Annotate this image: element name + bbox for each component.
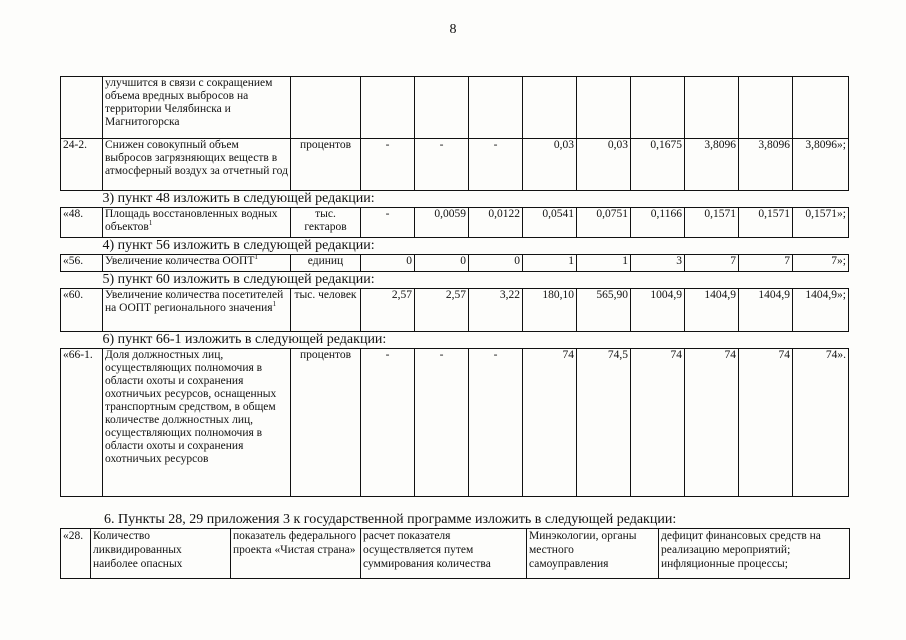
- value-cell: 0: [415, 255, 469, 272]
- page-number: 8: [449, 22, 457, 37]
- value-cell: [577, 77, 631, 139]
- indicator-name: Доля должностных лиц, осуществляющих полномочия в области охоты и сохранения охотничьих ресурсов, оснащенных транспортным средством, в общем количестве должностных лиц, осуществляющих полномочия в области охоты и сохранения охотничьих ресурсов: [105, 349, 277, 465]
- value-cell: [631, 77, 685, 139]
- value-cell: 0: [469, 255, 523, 272]
- unit-cell: [291, 77, 361, 139]
- indicator-name: Снижен совокупный объем выбросов загрязняющих веществ в атмосферный воздух за отчетный год: [105, 139, 288, 177]
- value-cell: 0,0541: [523, 208, 577, 238]
- value-cell: -: [469, 349, 523, 497]
- value-cell: 0,03: [577, 139, 631, 191]
- value-cell: 0,1675: [631, 139, 685, 191]
- section-heading-row: [61, 272, 849, 289]
- footnote-marker: 1: [272, 300, 277, 309]
- value-cell: [361, 77, 415, 139]
- value-cell: [523, 77, 577, 139]
- value-cell: 3,8096: [685, 139, 739, 191]
- value-cell: [739, 77, 793, 139]
- value-cell: 2,57: [415, 289, 469, 332]
- value-cell: 7: [739, 255, 793, 272]
- value-cell: 74: [685, 349, 739, 497]
- value-cell: [793, 77, 849, 139]
- value-cell: 3,22: [469, 289, 523, 332]
- indicator-name: Увеличение количества ООПТ: [105, 255, 255, 267]
- indicator-name: улучшится в связи с сокращением объема вредных выбросов на территории Челябинска и Магнитогорска: [105, 77, 273, 128]
- value-cell: 7»;: [793, 255, 849, 272]
- indicator-name: Увеличение количества посетителей на ООПТ регионального значения: [105, 289, 284, 314]
- value-cell: 3,8096: [739, 139, 793, 191]
- value-cell: [415, 77, 469, 139]
- row-number: «48.: [61, 208, 103, 238]
- row-number: 24-2.: [61, 139, 103, 191]
- value-cell: 0,0751: [577, 208, 631, 238]
- row-number: «66-1.: [61, 349, 103, 497]
- value-cell: 3,8096»;: [793, 139, 849, 191]
- indicator-table: [60, 76, 849, 497]
- section-heading-row: [61, 238, 849, 255]
- appendix-cell-method: расчет показателя осуществляется путем суммирования количества: [361, 529, 527, 579]
- indicator-name-cell: [103, 77, 291, 139]
- value-cell: 74,5: [577, 349, 631, 497]
- section-heading: 5) пункт 60 изложить в следующей редакции:: [61, 272, 849, 289]
- appendix-table: [60, 528, 850, 579]
- value-cell: 74».: [793, 349, 849, 497]
- value-cell: 0,1571: [685, 208, 739, 238]
- unit-cell: единиц: [291, 255, 361, 272]
- value-cell: 1004,9: [631, 289, 685, 332]
- row-number: [61, 77, 103, 139]
- value-cell: 0,03: [523, 139, 577, 191]
- value-cell: -: [469, 139, 523, 191]
- row-number: «60.: [61, 289, 103, 332]
- value-cell: 0,1571: [739, 208, 793, 238]
- value-cell: 0,0122: [469, 208, 523, 238]
- value-cell: 7: [685, 255, 739, 272]
- section-heading: 3) пункт 48 изложить в следующей редакции:: [61, 191, 849, 208]
- section-heading-row: [61, 191, 849, 208]
- value-cell: 3: [631, 255, 685, 272]
- appendix-cell-type: показатель федерального проекта «Чистая страна»: [231, 529, 361, 579]
- indicator-name-cell: [103, 289, 291, 332]
- value-cell: 1404,9»;: [793, 289, 849, 332]
- value-cell: -: [361, 208, 415, 238]
- indicator-row: [61, 208, 849, 238]
- value-cell: 0,0059: [415, 208, 469, 238]
- value-cell: 2,57: [361, 289, 415, 332]
- indicator-table-body: [61, 77, 849, 497]
- value-cell: 0,1166: [631, 208, 685, 238]
- appendix-row: [61, 529, 850, 579]
- unit-cell: тыс. гектаров: [291, 208, 361, 238]
- section-caption: 6. Пункты 28, 29 приложения 3 к государственной программе изложить в следующей редакции:: [104, 512, 677, 527]
- footnote-marker: 1: [254, 254, 258, 262]
- appendix-cell-responsible: Минэкологии, органы местного самоуправления: [527, 529, 659, 579]
- section-heading: 4) пункт 56 изложить в следующей редакции:: [61, 238, 849, 255]
- indicator-row: [61, 255, 849, 272]
- appendix-cell-risks: дефицит финансовых средств на реализацию мероприятий; инфляционные процессы;: [659, 529, 850, 579]
- appendix-row-number: «28.: [61, 529, 91, 579]
- value-cell: 74: [631, 349, 685, 497]
- value-cell: 0: [361, 255, 415, 272]
- value-cell: [685, 77, 739, 139]
- value-cell: [469, 77, 523, 139]
- indicator-name-cell: [103, 255, 291, 272]
- unit-cell: тыс. человек: [291, 289, 361, 332]
- value-cell: 1404,9: [685, 289, 739, 332]
- section-heading-row: [61, 332, 849, 349]
- value-cell: 74: [523, 349, 577, 497]
- footnote-marker: 1: [148, 219, 153, 228]
- indicator-row: [61, 349, 849, 497]
- indicator-name-cell: [103, 349, 291, 497]
- section-heading: 6) пункт 66-1 изложить в следующей редакции:: [61, 332, 849, 349]
- value-cell: -: [361, 349, 415, 497]
- value-cell: -: [415, 349, 469, 497]
- value-cell: 565,90: [577, 289, 631, 332]
- value-cell: 0,1571»;: [793, 208, 849, 238]
- value-cell: 180,10: [523, 289, 577, 332]
- indicator-row: [61, 139, 849, 191]
- indicator-row: [61, 289, 849, 332]
- appendix-cell-indicator: Количество ликвидированных наиболее опасных: [91, 529, 231, 579]
- indicator-name-cell: [103, 208, 291, 238]
- indicator-row: [61, 77, 849, 139]
- value-cell: 74: [739, 349, 793, 497]
- value-cell: 1: [523, 255, 577, 272]
- indicator-name: Площадь восстановленных водных объектов: [105, 208, 278, 233]
- value-cell: -: [361, 139, 415, 191]
- row-number: «56.: [61, 255, 103, 272]
- value-cell: 1: [577, 255, 631, 272]
- value-cell: 1404,9: [739, 289, 793, 332]
- value-cell: -: [415, 139, 469, 191]
- indicator-name-cell: [103, 139, 291, 191]
- unit-cell: процентов: [291, 139, 361, 191]
- unit-cell: процентов: [291, 349, 361, 497]
